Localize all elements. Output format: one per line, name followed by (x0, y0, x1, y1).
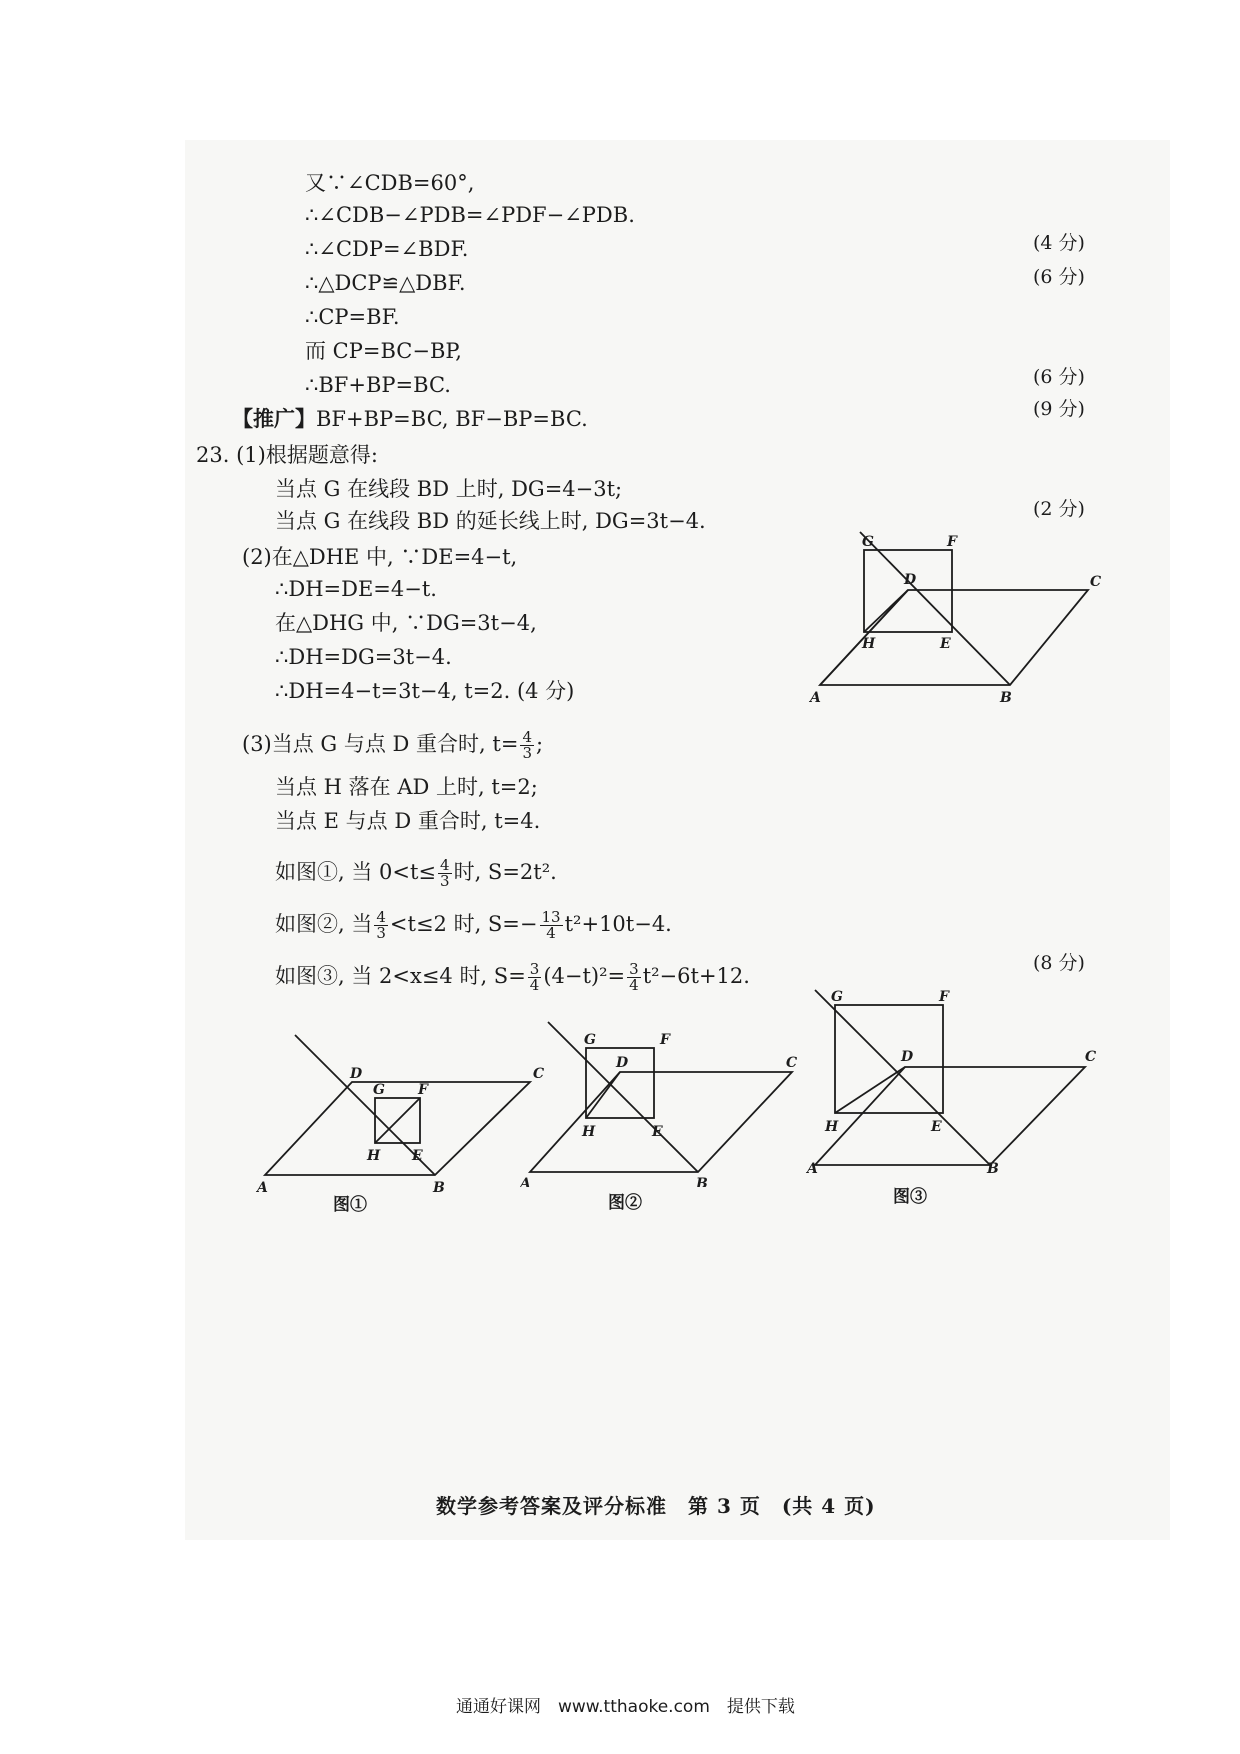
parallelogram-abcd (820, 590, 1088, 685)
generalization-tag: 【推广】 (232, 406, 316, 431)
q23-part3-line: 当点 H 落在 AD 上时, t=2; (275, 775, 538, 799)
label-a: A (807, 1161, 818, 1175)
parallelogram-abcd (815, 1067, 1085, 1165)
fraction-denominator: 3 (522, 744, 532, 762)
fraction-numerator: 3 (629, 960, 639, 978)
proof-line-2: ∴∠CDB−∠PDB=∠PDF−∠PDB. (305, 203, 635, 227)
fraction-numerator: 4 (440, 856, 450, 874)
fraction-denominator: 4 (529, 976, 540, 994)
label-h: H (825, 1119, 839, 1135)
label-b: B (987, 1161, 999, 1175)
case-figure-2-line (275, 910, 672, 941)
figure-2-caption: 图② (608, 1193, 642, 1213)
proof-line-5: ∴CP=BF. (305, 305, 400, 329)
fraction (438, 858, 452, 889)
download-credit: 通通好课网 www.tthaoke.com 提供下载 (456, 1697, 795, 1717)
q23-part3-line: 当点 E 与点 D 重合时, t=4. (275, 809, 541, 833)
figure-1-caption: 图① (333, 1195, 367, 1215)
label-g: G (584, 1032, 596, 1048)
case-text: 如图③, 当 2<x≤4 时, S= (275, 964, 526, 988)
fraction (627, 962, 641, 993)
label-f: F (660, 1032, 670, 1048)
page-footer: 数学参考答案及评分标准 第 3 页 (共 4 页) (436, 1494, 876, 1518)
proof-line-7: ∴BF+BP=BC. (305, 373, 451, 397)
fraction-denominator: 3 (440, 872, 450, 890)
label-h: H (582, 1124, 596, 1140)
label-e: E (940, 636, 951, 652)
fraction-denominator: 3 (376, 924, 386, 942)
label-h: H (367, 1148, 381, 1164)
fraction (540, 910, 563, 941)
proof-line-3: ∴∠CDP=∠BDF. (305, 237, 469, 261)
label-c: C (1090, 574, 1102, 590)
case-text: t²−6t+12. (642, 964, 750, 988)
label-h: H (862, 636, 876, 652)
case-text: (4−t)²= (543, 964, 626, 988)
q23-part3-line (242, 730, 543, 761)
label-c: C (786, 1055, 798, 1071)
score-mark: (6 分) (1033, 366, 1085, 388)
q23-part2-line: (2)在△DHE 中, ∵DE=4−t, (242, 545, 518, 569)
fraction-denominator: 4 (546, 924, 556, 942)
case-text: <t≤2 时, S=− (389, 912, 538, 936)
case-text: 如图①, 当 0<t≤ (275, 860, 437, 884)
q23-part1-case-b: 当点 G 在线段 BD 的延长线上时, DG=3t−4. (275, 509, 706, 533)
proof-line-1: 又∵∠CDB=60°, (305, 171, 475, 195)
label-g: G (862, 534, 874, 550)
q23-part2-line: ∴DH=4−t=3t−4, t=2. (4 分) (275, 679, 575, 703)
case-text: t²+10t−4. (564, 912, 672, 936)
case-figure-3-line (275, 962, 750, 993)
generalization-text: BF+BP=BC, BF−BP=BC. (316, 407, 588, 431)
figure-1 (255, 1020, 545, 1195)
fraction (374, 910, 388, 941)
q23-part3-text: ; (536, 732, 544, 756)
label-d: D (350, 1066, 363, 1082)
label-c: C (533, 1066, 545, 1082)
q23-part3-text: (3)当点 G 与点 D 重合时, t= (242, 732, 519, 756)
label-f: F (418, 1082, 428, 1098)
label-a: A (520, 1176, 531, 1187)
segment-hd (864, 590, 908, 632)
proof-line-6: 而 CP=BC−BP, (305, 339, 462, 363)
score-mark: (6 分) (1033, 266, 1085, 288)
fraction-numerator: 4 (522, 728, 532, 746)
label-d: D (901, 1049, 914, 1065)
fraction (520, 730, 534, 761)
diagonal-bd-extended (548, 1022, 698, 1172)
label-a: A (810, 690, 821, 705)
label-d: D (904, 572, 917, 588)
q23-part2-line: 在△DHG 中, ∵DG=3t−4, (275, 611, 537, 635)
generalization-line (232, 406, 588, 432)
parallelogram-abcd (530, 1072, 792, 1172)
label-e: E (412, 1148, 423, 1164)
label-c: C (1085, 1049, 1097, 1065)
score-mark: (9 分) (1033, 398, 1085, 420)
case-text: 时, S=2t². (453, 860, 557, 884)
label-e: E (931, 1119, 942, 1135)
score-mark: (2 分) (1033, 498, 1085, 520)
label-a: A (257, 1180, 268, 1195)
label-g: G (831, 989, 843, 1005)
label-g: G (373, 1082, 385, 1098)
case-figure-1-line (275, 858, 557, 889)
fraction-denominator: 4 (629, 976, 639, 994)
fraction-numerator: 4 (376, 908, 386, 926)
label-b: B (433, 1180, 445, 1195)
diagonal-bd-extended (860, 532, 1010, 685)
figure-3 (805, 985, 1115, 1175)
figure-2 (520, 1012, 810, 1187)
fraction-numerator: 13 (541, 908, 561, 926)
q23-part2-line: ∴DH=DE=4−t. (275, 577, 437, 601)
fraction (528, 962, 542, 993)
segment-hd (586, 1072, 620, 1118)
label-d: D (616, 1055, 629, 1071)
label-e: E (652, 1124, 663, 1140)
parallelogram-abcd (265, 1082, 530, 1175)
label-f: F (947, 534, 957, 550)
label-b: B (696, 1176, 708, 1187)
label-f: F (939, 989, 949, 1005)
score-mark: (8 分) (1033, 952, 1085, 974)
figure-3-caption: 图③ (893, 1187, 927, 1207)
diagonal-bd-extended (815, 990, 990, 1165)
main-geometry-figure (800, 520, 1110, 705)
proof-line-4: ∴△DCP≌△DBF. (305, 271, 466, 295)
q23-part1-case-a: 当点 G 在线段 BD 上时, DG=4−3t; (275, 477, 623, 501)
fraction-numerator: 3 (529, 960, 540, 978)
q23-part2-line: ∴DH=DG=3t−4. (275, 645, 452, 669)
square-gfeh (835, 1005, 943, 1113)
label-b: B (1000, 690, 1012, 705)
score-mark: (4 分) (1033, 232, 1085, 254)
q23-part1-heading: 23. (1)根据题意得: (196, 443, 378, 467)
case-text: 如图②, 当 (275, 912, 373, 936)
